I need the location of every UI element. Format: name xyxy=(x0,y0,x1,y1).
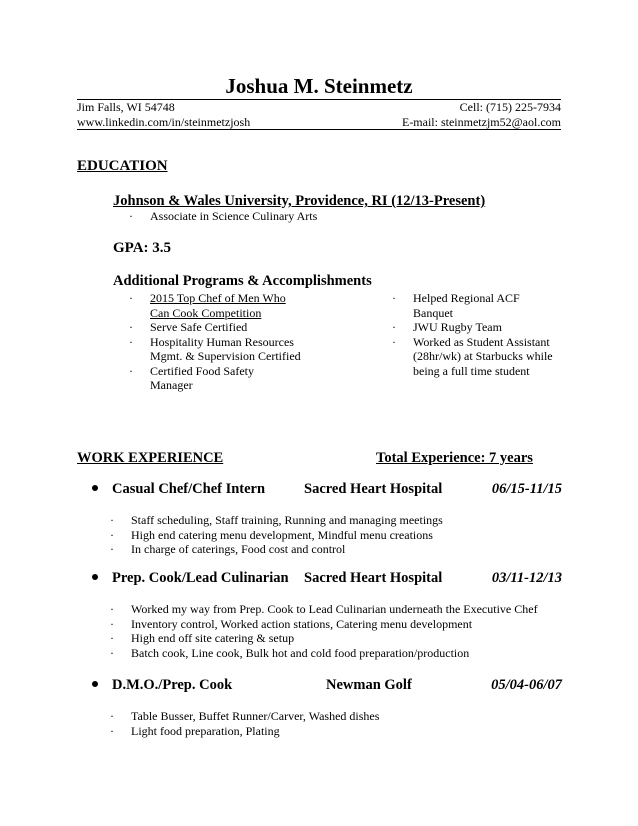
work-heading: WORK EXPERIENCE xyxy=(77,450,224,466)
duty-text: Batch cook, Line cook, Bulk hot and cold food preparation/production xyxy=(131,645,470,660)
job-title: Casual Chef/Chef Intern xyxy=(112,481,266,497)
total-experience: Total Experience: 7 years xyxy=(376,450,533,466)
school-name: Johnson & Wales University, Providence, RI (12/13-Present) xyxy=(113,193,486,209)
program-text: Serve Safe Certified xyxy=(150,320,248,334)
bullet-icon: · xyxy=(110,542,114,556)
bullet-icon: · xyxy=(129,320,133,334)
programs-heading: Additional Programs & Accomplishments xyxy=(113,273,372,289)
cell-phone: Cell: (715) 225-7934 xyxy=(459,100,561,114)
list-item xyxy=(110,616,538,632)
bullet-icon: · xyxy=(129,209,133,223)
programs-list-left xyxy=(129,291,310,393)
bullet-disc-icon xyxy=(92,485,98,491)
program-text: Certified Food Safety Manager xyxy=(150,363,254,392)
program-text: Worked as Student Assistant (28hr/wk) at Starbucks while being a full time student xyxy=(413,334,553,378)
bullet-icon: · xyxy=(110,527,114,542)
duty-text: Table Busser, Buffet Runner/Carver, Washed dishes xyxy=(131,709,380,723)
job-dates: 06/15-11/15 xyxy=(491,481,562,497)
bullet-icon: · xyxy=(129,291,133,305)
job-org: Sacred Heart Hospital xyxy=(304,570,443,586)
duty-text: In charge of caterings, Food cost and control xyxy=(131,542,346,556)
candidate-name: Joshua M. Steinmetz xyxy=(225,74,413,98)
program-text: Helped Regional ACF Banquet xyxy=(413,291,520,320)
list-item xyxy=(110,542,443,557)
bullet-icon: · xyxy=(129,334,133,349)
list-item xyxy=(110,709,380,724)
bullet-icon: · xyxy=(110,513,114,527)
bullet-icon: · xyxy=(110,709,114,723)
list-item xyxy=(392,320,563,335)
degree-item xyxy=(129,209,318,224)
job-duties xyxy=(110,513,443,557)
list-item xyxy=(392,291,538,320)
program-text: Hospitality Human Resources Mgmt. & Supervision Certified xyxy=(150,334,301,363)
list-item xyxy=(110,602,538,617)
job-duties xyxy=(110,602,538,660)
job-entry xyxy=(92,481,562,499)
bullet-disc-icon xyxy=(92,681,98,687)
list-item xyxy=(392,334,561,379)
list-item xyxy=(110,723,379,739)
job-dates: 05/04-06/07 xyxy=(491,677,562,693)
job-title: Prep. Cook/Lead Culinarian xyxy=(112,570,289,586)
program-text: 2015 Top Chef of Men Who Can Cook Competition xyxy=(150,291,286,320)
bullet-icon: · xyxy=(129,363,133,378)
education-heading: EDUCATION xyxy=(77,158,168,174)
linkedin-link[interactable]: www.linkedin.com/in/steinmetzjosh xyxy=(77,115,251,129)
job-dates: 03/11-12/13 xyxy=(491,570,562,586)
duty-text: High end off site catering & setup xyxy=(131,631,295,645)
list-item xyxy=(129,320,310,335)
program-text: JWU Rugby Team xyxy=(413,320,502,334)
bullet-icon: · xyxy=(392,320,396,334)
bullet-disc-icon xyxy=(92,574,98,580)
email-link[interactable]: E-mail: steinmetzjm52@aol.com xyxy=(401,115,561,129)
list-item xyxy=(129,363,270,393)
job-org: Sacred Heart Hospital xyxy=(304,481,443,497)
list-item xyxy=(110,631,538,646)
job-title: D.M.O./Prep. Cook xyxy=(112,677,233,693)
list-item xyxy=(129,291,302,320)
list-item xyxy=(129,334,310,364)
job-entry xyxy=(92,570,562,588)
location: Jim Falls, WI 54748 xyxy=(77,100,175,114)
bullet-icon: · xyxy=(392,291,396,305)
duty-text: Staff scheduling, Staff training, Running and managing meetings xyxy=(131,513,443,527)
duty-text: Light food preparation, Plating xyxy=(131,723,280,738)
bullet-icon: · xyxy=(110,645,114,660)
list-item xyxy=(110,527,443,543)
duty-text: Worked my way from Prep. Cook to Lead Culinarian underneath the Executive Chef xyxy=(131,602,538,616)
bullet-icon: · xyxy=(110,723,114,738)
job-entry xyxy=(92,677,562,695)
duty-text: High end catering menu development, Mindful menu creations xyxy=(131,527,433,542)
bullet-icon: · xyxy=(110,616,114,631)
list-item xyxy=(110,645,538,661)
programs-list-right xyxy=(392,291,563,378)
duty-text: Inventory control, Worked action stations, Catering menu development xyxy=(131,616,473,631)
bullet-icon: · xyxy=(392,334,396,349)
degree-text: Associate in Science Culinary Arts xyxy=(150,209,318,223)
bullet-icon: · xyxy=(110,631,114,645)
gpa: GPA: 3.5 xyxy=(113,240,172,256)
header-rule-bottom xyxy=(77,129,561,130)
job-duties xyxy=(110,709,380,738)
bullet-icon: · xyxy=(110,602,114,616)
list-item xyxy=(110,513,443,528)
job-org: Newman Golf xyxy=(326,677,412,693)
